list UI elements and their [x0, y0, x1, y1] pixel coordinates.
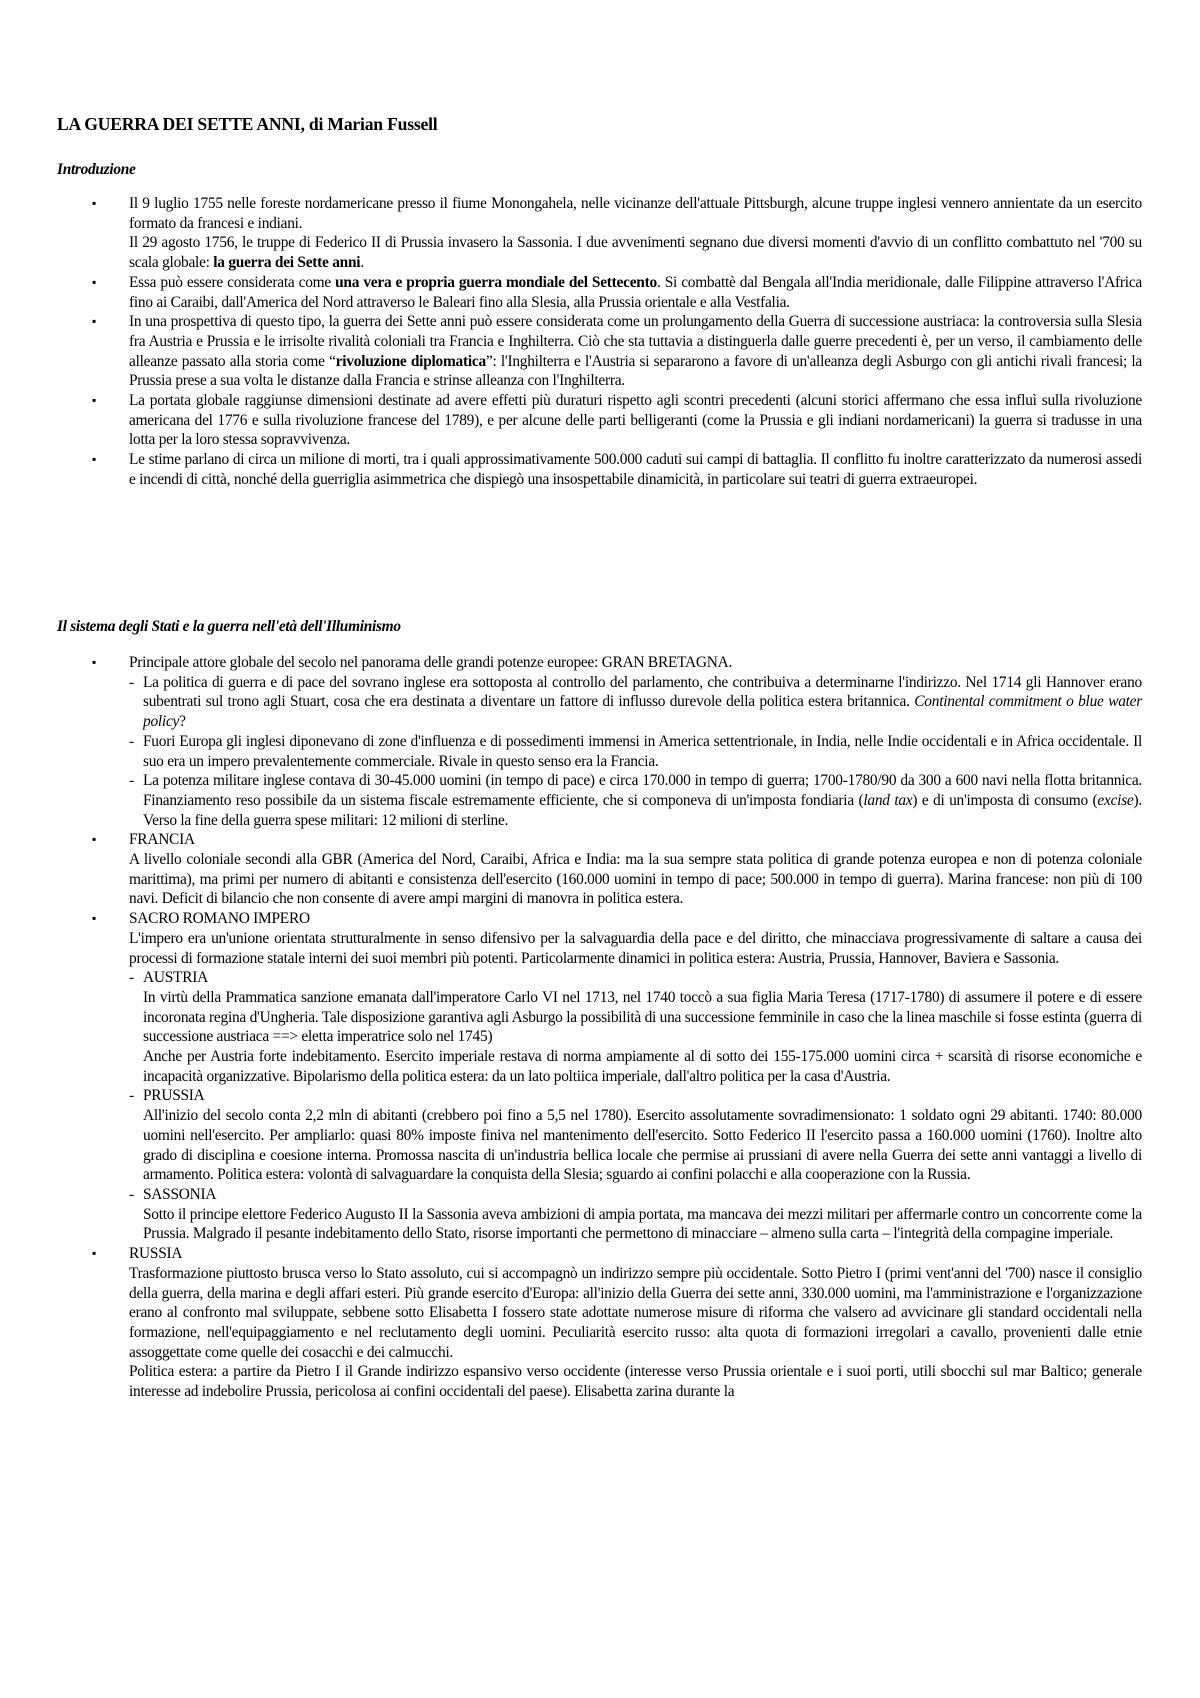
bullet-icon: ▪	[92, 196, 97, 210]
dash-icon: -	[129, 1087, 135, 1105]
paragraph: FRANCIA	[129, 831, 195, 849]
intro-list	[92, 194, 1142, 490]
paragraph: RUSSIA	[129, 1245, 183, 1263]
list-item-gran-bretagna	[92, 653, 1142, 830]
bullet-icon: ▪	[92, 314, 97, 329]
sistema-list	[92, 653, 1142, 1402]
paragraph: L'impero era un'unione orientata strutturalmente in senso difensivo per la salvaguardia della pace e del diritto, che minacciava progressivamente di saltare a causa dei processi di formazione statale interni dei suoi membri più potenti. Particolarmente dinamici in politica estera: Austria, Prussia, Hannover, Baviera e Sassonia.	[129, 929, 1142, 967]
dash-icon: -	[129, 732, 135, 750]
dash-icon: -	[129, 1185, 135, 1203]
paragraph: Anche per Austria forte indebitamento. Esercito imperiale restava di norma ampiamente al di sotto dei 155-175.000 uomini circa + scarsità di risorse economiche e incapacità organizzative. Bipolarismo della politica estera: da un lato poltiica imperiale, dall'altro politica per la casa d'Austria.	[143, 1048, 1142, 1085]
paragraph: SASSONIA	[143, 1185, 217, 1203]
bullet-icon: ▪	[92, 452, 97, 467]
paragraph: Il 29 agosto 1756, le truppe di Federico II di Prussia invasero la Sassonia. I due avvenimenti segnano due diversi momenti d'avvio di un conflitto combattuto nel '700 su scala globale: la guerra dei Sette anni.	[129, 234, 1142, 272]
paragraph: PRUSSIA	[143, 1087, 205, 1105]
list-item	[92, 391, 1142, 450]
list-item	[92, 194, 1142, 273]
list-item-sacro-romano-impero	[92, 909, 1142, 1244]
dash-icon: -	[129, 772, 135, 790]
paragraph: AUSTRIA	[143, 969, 208, 987]
dash-icon: -	[129, 969, 135, 987]
paragraph: La portata globale raggiunse dimensioni destinate ad avere effetti più duraturi rispetto agli scontri precedenti (alcuni storici affermano che essa influì sulla rivoluzione americana del 1776 e sulla rivoluzione francese del 1789), e per alcune delle parti belligeranti (come la Prussia e gli indiani nordamericani) la guerra si tradusse in una lotta per la loro stessa sopravvivenza.	[129, 392, 1142, 449]
section-heading-introduzione: Introduzione	[57, 161, 136, 178]
paragraph: Trasformazione piuttosto brusca verso lo Stato assoluto, cui si accompagnò un indirizzo sempre più occidentale. Sotto Pietro I (primi vent'anni del '700) nasce il consiglio della guerra, della marina e degli affari esteri. Più grande esercito d'Europa: all'inizio della Guerra dei sette anni, 330.000 uomini, ma l'amministrazione e l'organizzazione erano al confronto mal sviluppate, sebbene sotto Elisabetta I fossero state adottate numerose misure di riforma che valsero ad avvicinare gli standard occidentali nella formazione, nell'equipaggiamento e nel reclutamento degli uomini. Peculiarità esercito russo: alta quota di formazioni irregolari a cavallo, provenienti dalle etnie assoggettate come quelle dei cosacchi e dei calmucchi.	[129, 1264, 1142, 1361]
paragraph: Sotto il principe elettore Federico Augusto II la Sassonia aveva ambizioni di ampia portata, ma mancava dei mezzi militari per affermarle contro un concorrente come la Prussia. Malgrado il pesante indebitamento dello Stato, risorse importanti che permettono di minacciare – almeno sulla carta – l'integrità della compagine imperiale.	[143, 1205, 1142, 1243]
bullet-icon: ▪	[92, 393, 97, 408]
paragraph: Il 9 luglio 1755 nelle foreste nordamericane presso il fiume Monongahela, nelle vicinanze dell'attuale Pittsburgh, alcune truppe inglesi vennero annientate da un esercito formato da francesi e indiani.	[129, 195, 1142, 232]
paragraph: Le stime parlano di circa un milione di morti, tra i quali approssimativamente 500.000 caduti sui campi di battaglia. Il conflitto fu inoltre caratterizzato da numerosi assedi e incendi di città, nonché della guerriglia asimmetrica che dispiegò una insospettabile dinamicità, in particolare sui teatri di guerra extraeuropei.	[129, 451, 1142, 488]
bullet-icon: ▪	[92, 1246, 97, 1261]
sub-item-sassonia	[129, 1185, 1142, 1244]
sub-item	[129, 673, 1142, 732]
bullet-icon: ▪	[92, 911, 97, 926]
sub-item	[129, 771, 1142, 830]
sub-item	[129, 732, 1142, 771]
paragraph: La potenza militare inglese contava di 30-45.000 uomini (in tempo di pace) e circa 170.000 in tempo di guerra; 1700-1780/90 da 300 a 600 navi nella flotta britannica. Finanziamento reso possibile da un sistema fiscale estremamente efficiente, che si componeva di un'imposta fondiaria (land tax) e di un'imposta di consumo (excise). Verso la fine della guerra spese militari: 12 milioni di sterline.	[143, 772, 1142, 829]
paragraph: In una prospettiva di questo tipo, la guerra dei Sette anni può essere considerata come un prolungamento della Guerra di successione austriaca: la controversia sulla Slesia fra Austria e Prussia e le irrisolte rivalità coloniali tra Francia e Inghilterra. Ciò che sta tuttavia a distinguerla dalle guerre precedenti è, per un verso, il cambiamento delle alleanze passato alla storia come “rivoluzione diplomatica”: l'Inghilterra e l'Austria si separarono a favore di un'alleanza degli Asburgo con gli antichi rivali francesi; la Prussia prese a sua volta le distanze dalla Francia e strinse alleanza con l'Inghilterra.	[129, 313, 1142, 390]
list-item	[92, 450, 1142, 489]
paragraph: All'inizio del secolo conta 2,2 mln di abitanti (crebbero poi fino a 5,5 nel 1780). Esercito assolutamente sovradimensionato: 1 soldato ogni 29 abitanti. 1740: 80.000 uomini nell'esercito. Per ampliarlo: quasi 80% imposte finiva nel mantenimento dell'esercito. Sotto Federico II l'esercito passa a 160.000 uomini (1760). Inoltre alto grado di disciplina e coesione interna. Promossa nascita di un'industria bellica locale che permise ai prussiani di avere nella Guerra dei sette anni vantaggi a livello di armamento. Politica estera: volontà di salvaguardare la conquista della Slesia; sguardo ai confini polacchi e alla cooperazione con la Russia.	[143, 1107, 1142, 1184]
list-item-russia	[92, 1244, 1142, 1402]
paragraph: Politica estera: a partire da Pietro I il Grande indirizzo espansivo verso occidente (interesse verso Prussia orientale e i suoi porti, utili sbocchi sul mar Baltico; generale interesse ad indebolire Prussia, pericolosa ai confini occidentali del paese). Elisabetta zarina durante la	[129, 1363, 1142, 1401]
paragraph: Principale attore globale del secolo nel panorama delle grandi potenze europee: GRAN BRETAGNA.	[129, 654, 733, 671]
paragraph: Fuori Europa gli inglesi diponevano di zone d'influenza e di possedimenti immensi in America settentrionale, in India, nelle Indie occidentali e in Africa occidentale. Il suo era un impero prevalentemente commerciale. Rivale in questo senso era la Francia.	[143, 732, 1142, 770]
section-heading-sistema: Il sistema degli Stati e la guerra nell'età dell'Illuminismo	[57, 618, 401, 635]
list-item	[92, 312, 1142, 391]
bullet-icon: ▪	[92, 655, 97, 669]
dash-icon: -	[129, 673, 135, 691]
list-item	[92, 273, 1142, 312]
list-item-francia	[92, 830, 1142, 909]
document-title: LA GUERRA DEI SETTE ANNI, di Marian Fussell	[57, 114, 438, 134]
bullet-icon: ▪	[92, 274, 97, 289]
bullet-icon: ▪	[92, 832, 97, 847]
paragraph: Essa può essere considerata come una vera e propria guerra mondiale del Settecento. Si combattè dal Bengala all'India meridionale, dalle Filippine attraverso l'Africa fino ai Caraibi, dall'America del Nord attraverso le Baleari fino alla Slesia, alla Prussia orientale e alla Vestfalia.	[129, 273, 1142, 311]
paragraph: La politica di guerra e di pace del sovrano inglese era sottoposta al controllo del parlamento, che contribuiva a determinarne l'indirizzo. Nel 1714 gli Hannover erano subentrati sul trono agli Stuart, cosa che era destinata a diventare un fattore di influsso durevole della politica estera britannica. Continental commitment o blue water policy?	[143, 673, 1142, 731]
sub-item-austria	[129, 968, 1142, 1086]
sub-item-prussia	[129, 1086, 1142, 1185]
paragraph: A livello coloniale secondi alla GBR (America del Nord, Caraibi, Africa e India: ma la sua sempre stata politica di grande potenza europea e non di potenza coloniale marittima), ma primi per numero di abitanti e consistenza dell'esercito (160.000 uomini in tempo di pace; 500.000 in tempo di guerra). Marina francese: non più di 100 navi. Deficit di bilancio che non consente di avere ampi margini di manovra in politica estera.	[129, 851, 1142, 908]
paragraph: SACRO ROMANO IMPERO	[129, 910, 310, 928]
paragraph: In virtù della Prammatica sanzione emanata dall'imperatore Carlo VI nel 1713, nel 1740 toccò a sua figlia Maria Teresa (1717-1780) di assumere il potere e di essere incoronata regina d'Ungheria. Tale disposizione garantiva agli Asburgo la possibilità di una successione femminile in caso che la linea maschile si fosse estinta (guerra di successione austriaca ==> eletta imperatrice solo nel 1745)	[143, 988, 1142, 1046]
